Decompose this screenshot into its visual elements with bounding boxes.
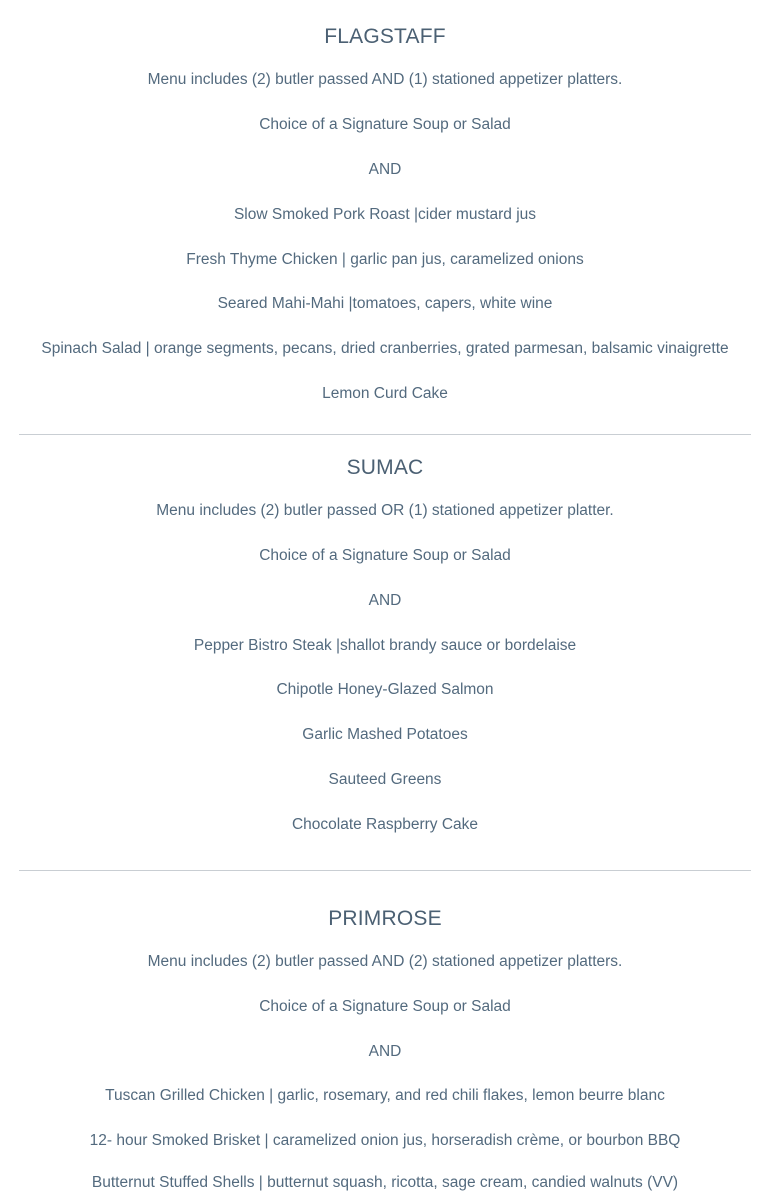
- menu-line: Spinach Salad | orange segments, pecans, dried cranberries, grated parmesan, balsamic vinaigrette: [41, 340, 729, 357]
- menu-line: 12- hour Smoked Brisket | caramelized onion jus, horseradish crème, or bourbon BBQ: [89, 1132, 681, 1149]
- menu-line: Choice of a Signature Soup or Salad: [259, 547, 511, 564]
- menu-line: Menu includes (2) butler passed AND (1) stationed appetizer platters.: [147, 71, 623, 88]
- menu-line: Chipotle Honey-Glazed Salmon: [276, 681, 494, 698]
- menu-line: Menu includes (2) butler passed OR (1) stationed appetizer platter.: [156, 502, 614, 519]
- menu-line: AND: [368, 592, 402, 609]
- menu-line: Choice of a Signature Soup or Salad: [259, 998, 511, 1015]
- menu-line: Butternut Stuffed Shells | butternut squash, ricotta, sage cream, candied walnuts (VV): [91, 1174, 679, 1191]
- menu-line: Lemon Curd Cake: [322, 385, 448, 402]
- menu-line: AND: [368, 1043, 402, 1060]
- menu-line: Menu includes (2) butler passed AND (2) stationed appetizer platters.: [147, 953, 623, 970]
- menu-line: Garlic Mashed Potatoes: [302, 726, 468, 743]
- section-title-primrose: PRIMROSE: [328, 907, 442, 930]
- section-title-sumac: SUMAC: [346, 456, 424, 479]
- section-divider: [19, 434, 751, 435]
- menu-line: Seared Mahi-Mahi |tomatoes, capers, white wine: [217, 295, 553, 312]
- section-divider: [19, 870, 751, 871]
- menu-line: Slow Smoked Pork Roast |cider mustard jus: [233, 206, 537, 223]
- menu-line: Pepper Bistro Steak |shallot brandy sauce or bordelaise: [193, 637, 577, 654]
- menu-line: Fresh Thyme Chicken | garlic pan jus, caramelized onions: [186, 251, 584, 268]
- section-title-flagstaff: FLAGSTAFF: [324, 25, 446, 48]
- menu-line: Choice of a Signature Soup or Salad: [259, 116, 511, 133]
- menu-line: Chocolate Raspberry Cake: [291, 816, 479, 833]
- menu-line: AND: [368, 161, 402, 178]
- menu-line: Sauteed Greens: [328, 771, 442, 788]
- menu-line: Tuscan Grilled Chicken | garlic, rosemary, and red chili flakes, lemon beurre blanc: [105, 1087, 665, 1104]
